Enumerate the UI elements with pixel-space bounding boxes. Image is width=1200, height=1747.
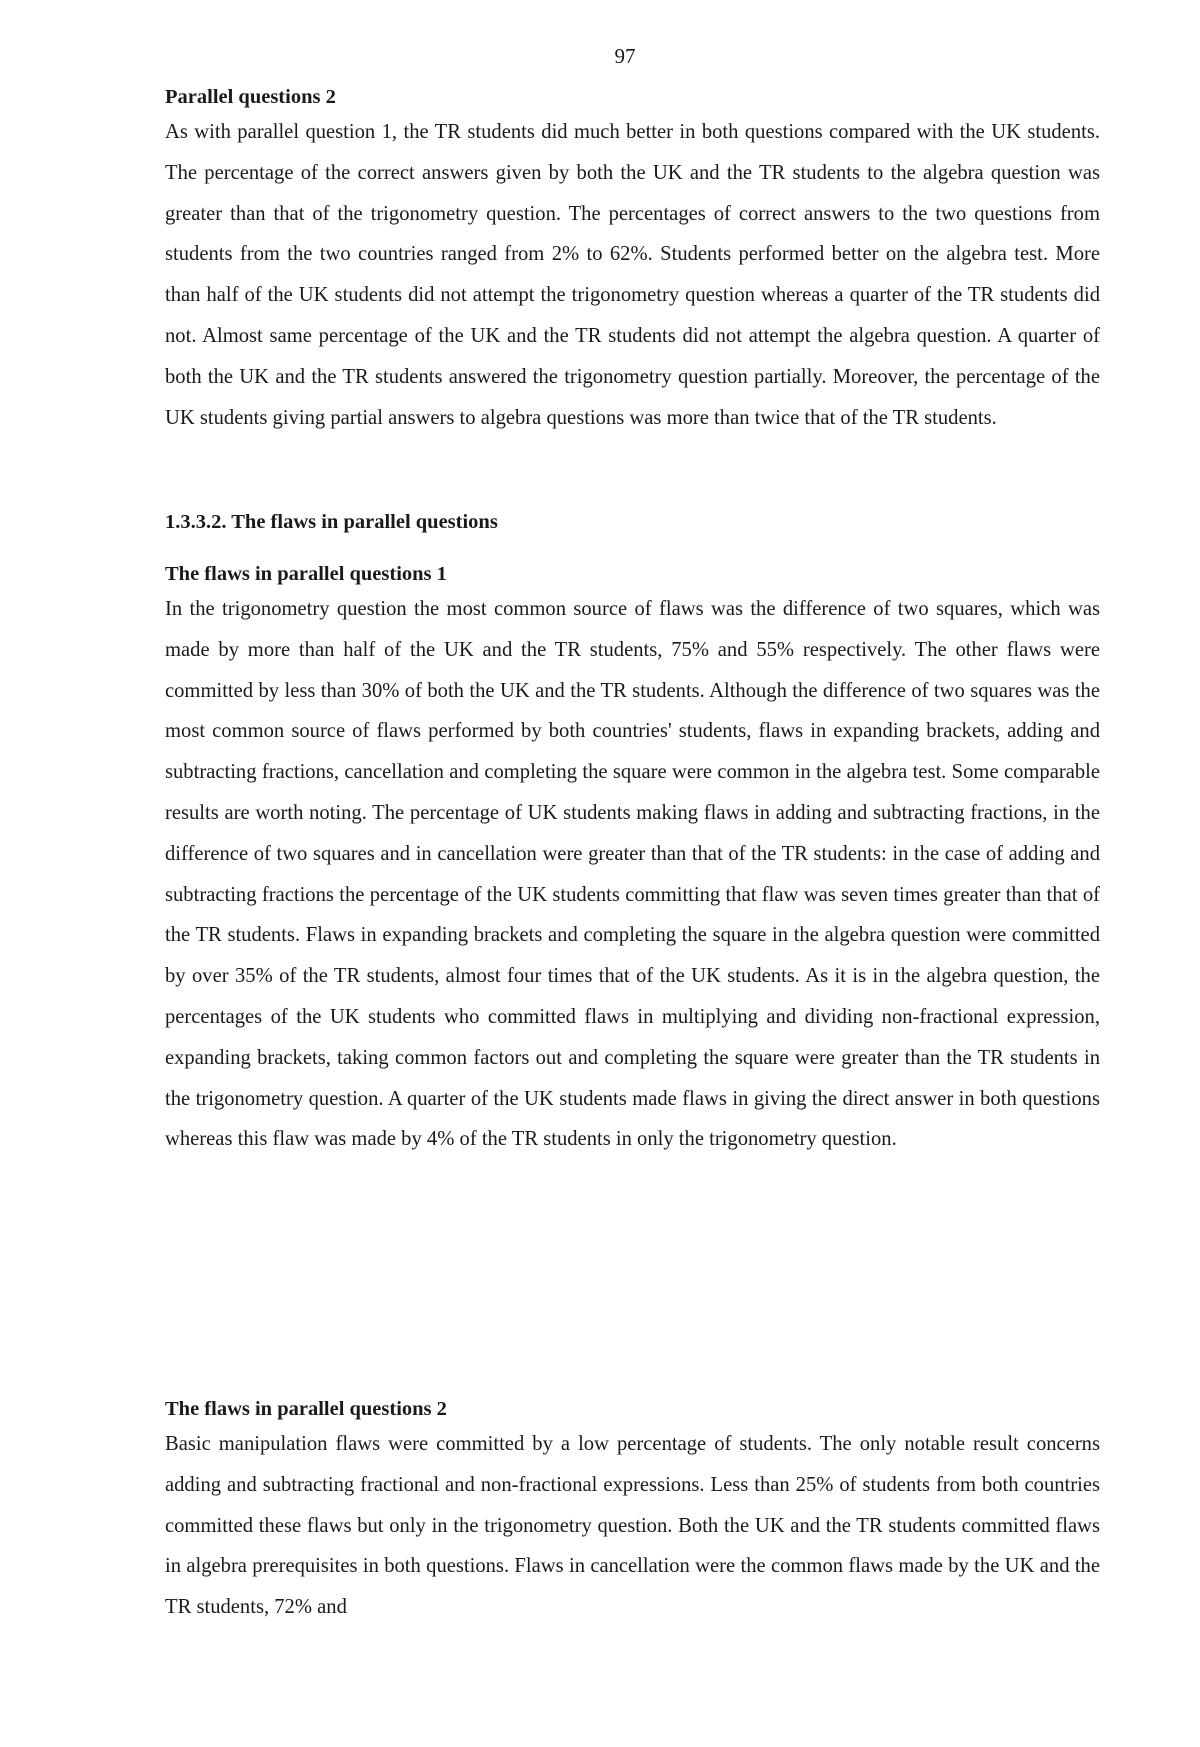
paragraph-parallel-questions-2: As with parallel question 1, the TR students did much better in both questions compared with the UK students. The percentage of the correct answers given by both the UK and the TR students to the algebra question was greater than that of the trigonometry question. The percentages of correct answers to the two questions from students from the two countries ranged from 2% to 62%. Students performed better on the algebra test. More than half of the UK students did not attempt the trigonometry question whereas a quarter of the TR students did not. Almost same percentage of the UK and the TR students did not attempt the algebra question. A quarter of both the UK and the TR students answered the trigonometry question partially. Moreover, the percentage of the UK students giving partial answers to algebra questions was more than twice that of the TR students.: [165, 121, 1100, 429]
section-heading-flaws-in-parallel-questions: 1.3.3.2. The flaws in parallel questions: [165, 511, 498, 533]
page-number: 97: [614, 44, 636, 68]
paragraph-flaws-parallel-questions-2: Basic manipulation flaws were committed by a low percentage of students. The only notable result concerns adding and subtracting fractional and non-fractional expressions. Less than 25% of students from both countries committed these flaws but only in the trigonometry question. Both the UK and the TR students committed flaws in algebra prerequisites in both questions. Flaws in cancellation were the common flaws made by the UK and the TR students, 72% and: [165, 1433, 1100, 1619]
paragraph-flaws-parallel-questions-1: In the trigonometry question the most common source of flaws was the difference of two squares, which was made by more than half of the UK and the TR students, 75% and 55% respectively. The other flaws were committed by less than 30% of both the UK and the TR students. Although the difference of two squares was the most common source of flaws performed by both countries' students, flaws in expanding brackets, adding and subtracting fractions, cancellation and completing the square were common in the algebra test. Some comparable results are worth noting. The percentage of UK students making flaws in adding and subtracting fractions, in the difference of two squares and in cancellation were greater than that of the TR students: in the case of adding and subtracting fractions the percentage of the UK students committing that flaw was seven times greater than that of the TR students. Flaws in expanding brackets and completing the square in the algebra question were committed by over 35% of the TR students, almost four times that of the UK students. As it is in the algebra question, the percentages of the UK students who committed flaws in multiplying and dividing non-fractional expression, expanding brackets, taking common factors out and completing the square were greater than the TR students in the trigonometry question. A quarter of the UK students made flaws in giving the direct answer in both questions whereas this flaw was made by 4% of the TR students in only the trigonometry question.: [165, 598, 1100, 1151]
section-heading-flaws-parallel-questions-2: The flaws in parallel questions 2: [165, 1398, 447, 1420]
section-heading-parallel-questions-2: Parallel questions 2: [165, 86, 336, 108]
section-heading-flaws-parallel-questions-1: The flaws in parallel questions 1: [165, 563, 447, 585]
